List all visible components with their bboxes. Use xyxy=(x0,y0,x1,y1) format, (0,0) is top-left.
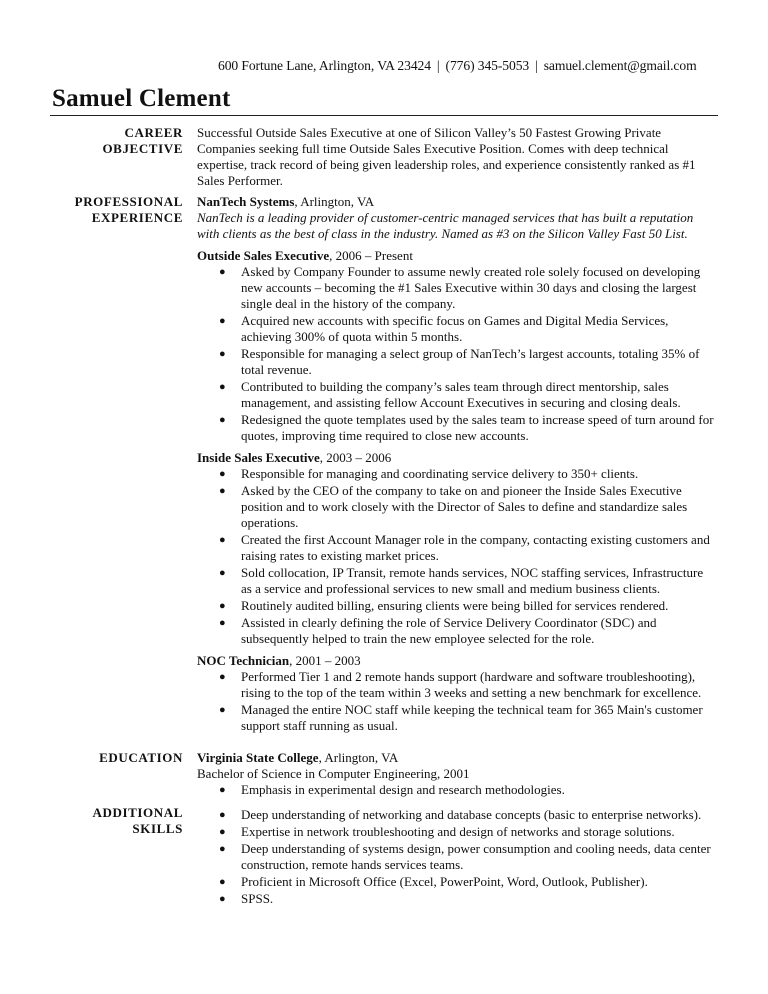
bullet-text: Contributed to building the company’s sales team through direct mentorship, sales management, and assisting fellow Account Executives in securing and closing deals. xyxy=(241,379,681,410)
contact-line xyxy=(218,58,697,74)
bullet-icon: ● xyxy=(219,826,226,838)
phone: (776) 345-5053 xyxy=(445,58,530,73)
bullet-item xyxy=(197,891,717,907)
bullet-item xyxy=(197,824,717,840)
bullet-icon: ● xyxy=(219,381,226,393)
job-heading xyxy=(197,248,717,264)
section-label: PROFESSIONAL EXPERIENCE xyxy=(74,194,183,225)
bullet-text: SPSS. xyxy=(241,891,274,906)
bullet-icon: ● xyxy=(219,843,226,855)
section-label: ADDITIONAL SKILLS xyxy=(92,805,183,836)
job-entry xyxy=(197,450,717,647)
bullet-text: Acquired new accounts with specific focus on Games and Digital Media Services, achieving 300% of quota within 5 months. xyxy=(241,313,669,344)
job-dates: , 2006 – Present xyxy=(329,248,413,263)
bullet-item xyxy=(197,346,717,378)
bullet-text: Performed Tier 1 and 2 remote hands support (hardware and software troubleshooting), rising to the top of the team within 3 weeks and setting a new benchmark for excellence. xyxy=(241,669,702,700)
company-description: NanTech is a leading provider of customer-centric managed services that has built a reputation with clients as the best of class in the industry. Named as #3 on the Silicon Valley Fast 50 List. xyxy=(197,210,694,241)
bullet-item xyxy=(197,412,717,444)
skills-content xyxy=(197,807,717,907)
candidate-name: Samuel Clement xyxy=(52,85,231,112)
bullet-text: Deep understanding of systems design, power consumption and cooling needs, data center construction, remote hands services teams. xyxy=(241,841,711,872)
bullet-text: Managed the entire NOC staff while keeping the technical team for 365 Main's customer support staff running as usual. xyxy=(241,702,703,733)
bullet-text: Assisted in clearly defining the role of Service Delivery Coordinator (SDC) and subsequently helped to train the new employee selected for the role. xyxy=(241,615,657,646)
bullet-icon: ● xyxy=(219,315,226,327)
bullet-icon: ● xyxy=(219,348,226,360)
skills-bullets xyxy=(197,807,717,907)
bullet-text: Redesigned the quote templates used by the sales team to increase speed of turn around for quotes, improving time required to close new accounts. xyxy=(241,412,714,443)
separator: | xyxy=(436,58,440,73)
bullet-item xyxy=(197,615,717,647)
email: samuel.clement@gmail.com xyxy=(543,58,697,73)
section-label: CAREER OBJECTIVE xyxy=(102,125,183,156)
job-entry xyxy=(197,248,717,444)
job-title: Outside Sales Executive xyxy=(197,248,330,263)
degree: Bachelor of Science in Computer Engineering, 2001 xyxy=(197,766,470,781)
bullet-text: Asked by Company Founder to assume newly created role solely focused on developing new accounts – becoming the #1 Sales Executive within 30 days and closing the largest single deal in the history of the company. xyxy=(241,264,701,311)
bullet-text: Sold collocation, IP Transit, remote hands services, NOC staffing services, Infrastructure as a service and professional services to new small and medium business clients. xyxy=(241,565,704,596)
bullet-item xyxy=(197,874,717,890)
bullet-item xyxy=(197,782,717,798)
bullet-icon: ● xyxy=(219,893,226,905)
job-bullets xyxy=(197,669,717,734)
bullet-icon: ● xyxy=(219,784,226,796)
job-heading xyxy=(197,653,717,669)
header-divider xyxy=(50,115,718,116)
job-heading xyxy=(197,450,717,466)
bullet-icon: ● xyxy=(219,704,226,716)
job-bullets xyxy=(197,264,717,444)
bullet-icon: ● xyxy=(219,468,226,480)
bullet-item xyxy=(197,598,717,614)
bullet-item xyxy=(197,565,717,597)
company-name: NanTech Systems xyxy=(197,194,295,209)
bullet-icon: ● xyxy=(219,567,226,579)
objective-text: Successful Outside Sales Executive at one of Silicon Valley’s 50 Fastest Growing Private Companies seeking full time Outside Sales Executive Position. Comes with deep technical expertise, track record of being given leadership roles, and experience consistently ranked as #1 Sales Performer. xyxy=(197,125,696,188)
bullet-icon: ● xyxy=(219,600,226,612)
separator: | xyxy=(535,58,538,73)
bullet-icon: ● xyxy=(219,414,226,426)
job-title: NOC Technician xyxy=(197,653,290,668)
section-label: EDUCATION xyxy=(99,750,183,765)
education-bullets xyxy=(197,782,717,798)
bullet-text: Expertise in network troubleshooting and design of networks and storage solutions. xyxy=(241,824,675,839)
bullet-item xyxy=(197,532,717,564)
bullet-icon: ● xyxy=(219,809,226,821)
bullet-item xyxy=(197,483,717,531)
bullet-icon: ● xyxy=(219,876,226,888)
job-title: Inside Sales Executive xyxy=(197,450,320,465)
school-location: , Arlington, VA xyxy=(318,750,399,765)
company-line xyxy=(197,194,717,210)
job-entry xyxy=(197,653,717,734)
bullet-text: Asked by the CEO of the company to take on and pioneer the Inside Sales Executive position and to work closely with the Director of Sales to define and standardize sales operations. xyxy=(241,483,688,530)
job-dates: , 2003 – 2006 xyxy=(319,450,392,465)
experience-content xyxy=(197,194,717,734)
bullet-item xyxy=(197,313,717,345)
bullet-text: Responsible for managing a select group of NanTech’s largest accounts, totaling 35% of total revenue. xyxy=(241,346,700,377)
education-content xyxy=(197,750,717,798)
job-dates: , 2001 – 2003 xyxy=(289,653,361,668)
job-bullets xyxy=(197,466,717,647)
bullet-text: Deep understanding of networking and database concepts (basic to enterprise networks). xyxy=(241,807,702,822)
bullet-item xyxy=(197,702,717,734)
address: 600 Fortune Lane, Arlington, VA 23424 xyxy=(218,58,431,73)
bullet-text: Emphasis in experimental design and research methodologies. xyxy=(241,782,565,797)
school-name: Virginia State College xyxy=(197,750,319,765)
bullet-item xyxy=(197,669,717,701)
bullet-item xyxy=(197,264,717,312)
bullet-icon: ● xyxy=(219,617,226,629)
bullet-icon: ● xyxy=(219,671,226,683)
company-location: , Arlington, VA xyxy=(294,194,375,209)
bullet-text: Routinely audited billing, ensuring clients were being billed for services rendered. xyxy=(241,598,669,613)
bullet-text: Created the first Account Manager role in the company, contacting existing customers and raising rates to existing market prices. xyxy=(241,532,710,563)
bullet-icon: ● xyxy=(219,534,226,546)
bullet-item xyxy=(197,807,717,823)
bullet-text: Responsible for managing and coordinating service delivery to 350+ clients. xyxy=(241,466,639,481)
school-line xyxy=(197,750,717,766)
bullet-item xyxy=(197,841,717,873)
bullet-text: Proficient in Microsoft Office (Excel, PowerPoint, Word, Outlook, Publisher). xyxy=(241,874,648,889)
bullet-item xyxy=(197,466,717,482)
bullet-item xyxy=(197,379,717,411)
job-list xyxy=(197,248,717,734)
bullet-icon: ● xyxy=(219,266,226,278)
bullet-icon: ● xyxy=(219,485,226,497)
